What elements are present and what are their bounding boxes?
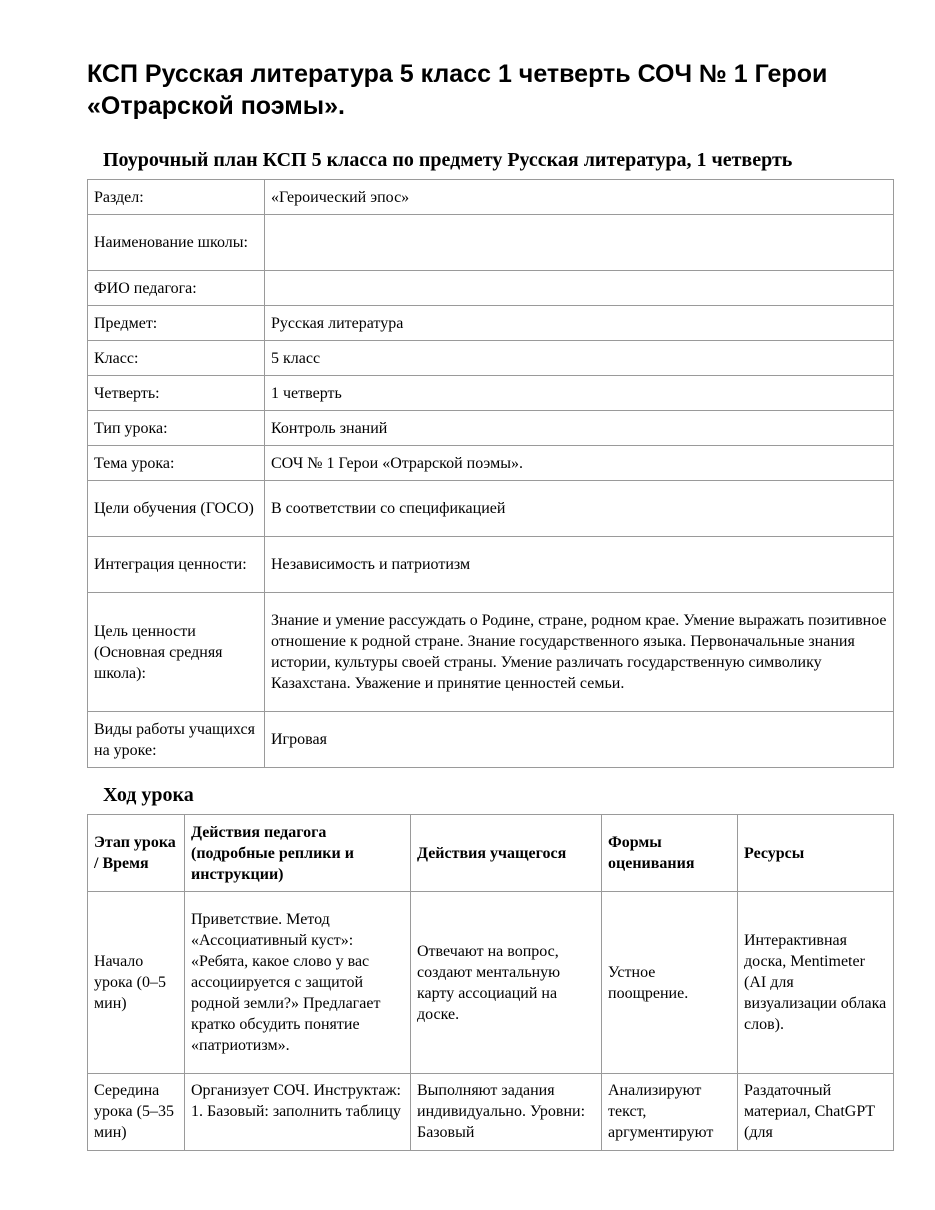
plan-value: Игровая [265, 712, 894, 768]
flow-heading: Ход урока [103, 784, 194, 806]
lesson-flow-table [87, 814, 894, 1151]
table-header-row [88, 815, 894, 892]
plan-label: Тема урока: [88, 446, 265, 481]
plan-value: Независимость и патриотизм [265, 537, 894, 593]
resources-cell: Интерактивная доска, Mentimeter (AI для визуализации облака слов). [738, 892, 894, 1074]
table-row [88, 271, 894, 306]
plan-label: Тип урока: [88, 411, 265, 446]
document-title: КСП Русская литература 5 класс 1 четверть СОЧ № 1 Герои «Отрарской поэмы». [87, 60, 828, 120]
table-row [88, 593, 894, 712]
table-row [88, 180, 894, 215]
plan-label: Предмет: [88, 306, 265, 341]
table-row [88, 411, 894, 446]
plan-label: Четверть: [88, 376, 265, 411]
plan-value [265, 215, 894, 271]
plan-label: Виды работы учащихся на уроке: [88, 712, 265, 768]
plan-value: В соответствии со спецификацией [265, 481, 894, 537]
lesson-plan-table [87, 179, 894, 768]
column-header-student: Действия учащегося [411, 815, 602, 892]
plan-value: 1 четверть [265, 376, 894, 411]
plan-label: Цели обучения (ГОСО) [88, 481, 265, 537]
stage-cell: Начало урока (0–5 мин) [88, 892, 185, 1074]
table-row [88, 341, 894, 376]
assessment-cell: Анализируют текст, аргументируют [602, 1074, 738, 1151]
table-row [88, 215, 894, 271]
table-row [88, 712, 894, 768]
plan-label: Интеграция ценности: [88, 537, 265, 593]
table-row [88, 537, 894, 593]
plan-label: ФИО педагога: [88, 271, 265, 306]
plan-value: 5 класс [265, 341, 894, 376]
table-row [88, 376, 894, 411]
plan-label: Наименование школы: [88, 215, 265, 271]
plan-label: Класс: [88, 341, 265, 376]
assessment-cell: Устное поощрение. [602, 892, 738, 1074]
plan-value: Русская литература [265, 306, 894, 341]
plan-heading: Поурочный план КСП 5 класса по предмету Русская литература, 1 четверть [103, 149, 793, 171]
table-row [88, 1074, 894, 1151]
student-cell: Отвечают на вопрос, создают ментальную карту ассоциаций на доске. [411, 892, 602, 1074]
table-row [88, 892, 894, 1074]
plan-value: «Героический эпос» [265, 180, 894, 215]
table-row [88, 446, 894, 481]
teacher-cell: Организует СОЧ. Инструктаж: 1. Базовый: заполнить таблицу [185, 1074, 411, 1151]
column-header-teacher: Действия педагога (подробные реплики и инструкции) [185, 815, 411, 892]
teacher-cell: Приветствие. Метод «Ассоциативный куст»: «Ребята, какое слово у вас ассоциируется с защитой родной земли?» Предлагает кратко обсудить понятие «патриотизм». [185, 892, 411, 1074]
column-header-stage: Этап урока / Время [88, 815, 185, 892]
column-header-resources: Ресурсы [738, 815, 894, 892]
plan-value: СОЧ № 1 Герои «Отрарской поэмы». [265, 446, 894, 481]
plan-value [265, 271, 894, 306]
plan-value: Знание и умение рассуждать о Родине, стране, родном крае. Умение выражать позитивное отношение к родной стране. Знание государственного языка. Первоначальные знания истории, культуры своей страны. Умение различать государственную символику Казахстана. Уважение и принятие ценностей семьи. [265, 593, 894, 712]
table-row [88, 306, 894, 341]
student-cell: Выполняют задания индивидуально. Уровни: Базовый [411, 1074, 602, 1151]
column-header-assessment: Формы оценивания [602, 815, 738, 892]
table-row [88, 481, 894, 537]
plan-label: Цель ценности (Основная средняя школа): [88, 593, 265, 712]
plan-label: Раздел: [88, 180, 265, 215]
stage-cell: Середина урока (5–35 мин) [88, 1074, 185, 1151]
plan-value: Контроль знаний [265, 411, 894, 446]
resources-cell: Раздаточный материал, ChatGPT (для [738, 1074, 894, 1151]
